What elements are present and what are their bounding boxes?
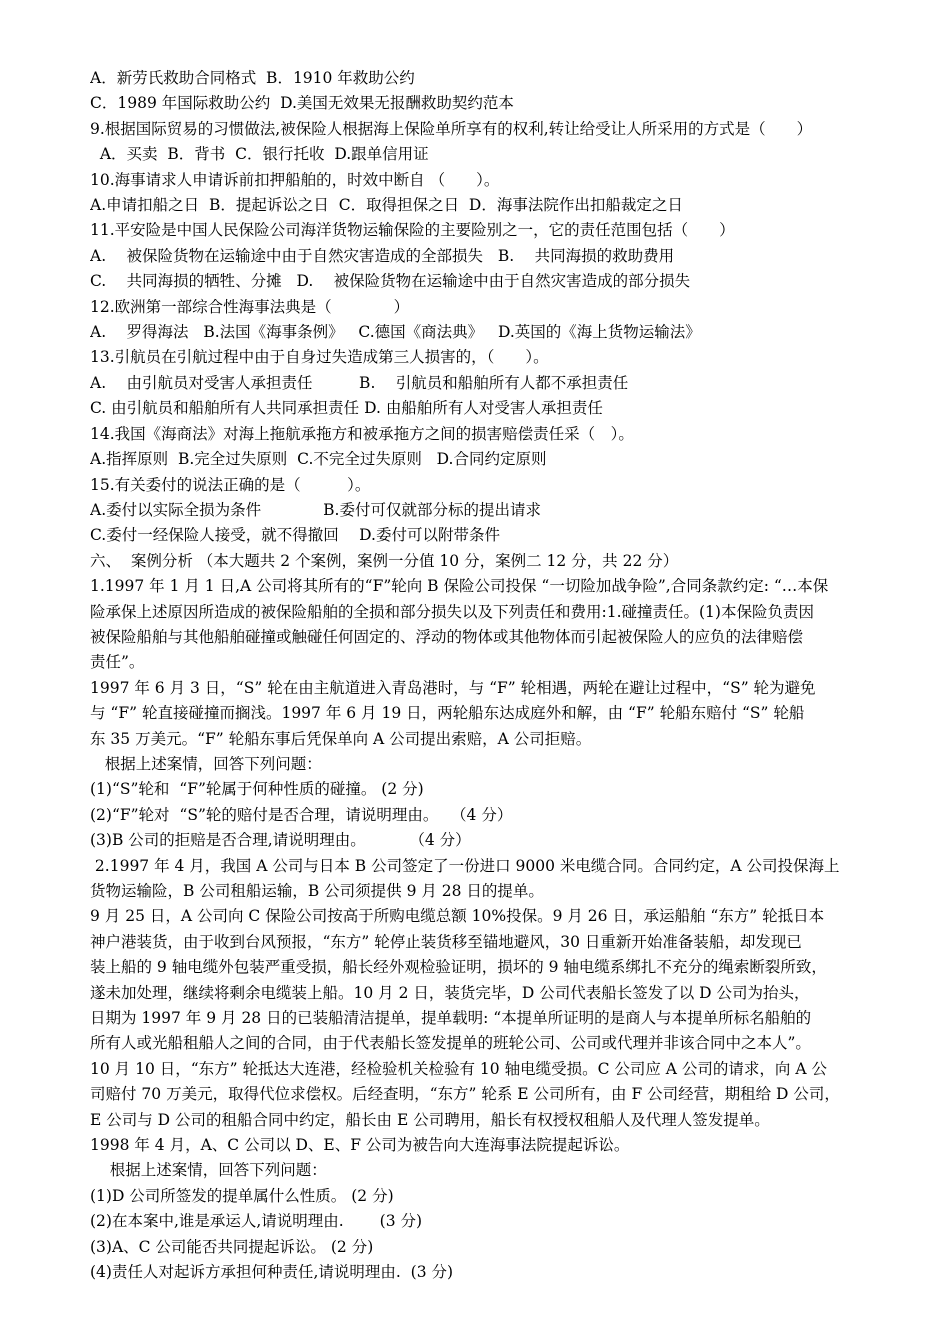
option-line: A．买卖 B．背书 C．银行托收 D.跟单信用证	[90, 145, 429, 164]
case-1-text: 与 “F” 轮直接碰撞而搁浅。1997 年 6 月 19 日，两轮船东达成庭外和解，由 “F” 轮船东赔付 “S” 轮船	[90, 704, 805, 723]
question-14: 14.我国《海商法》对海上拖航承拖方和被承拖方之间的损害赔偿责任采（ ）。	[90, 424, 634, 443]
case-2-text: 装上船的 9 轴电缆外包装严重受损，船长经外观检验证明，损坏的 9 轴电缆系绑扎不充分的绳索断裂所致，	[90, 958, 827, 977]
case-2-text: 日期为 1997 年 9 月 28 日的已装船清洁提单，提单载明: “本提单所证明的是商人与本提单所标名船舶的	[90, 1009, 812, 1028]
case-2-text: E 公司与 D 公司的租船合同中约定，船长由 E 公司聘用，船长有权授权租船人及代理人签发提单。	[90, 1110, 770, 1129]
case-1-text: 1.1997 年 1 月 1 日,A 公司将其所有的“F”轮向 B 保险公司投保 “一切险加战争险”,合同条款约定: “…本保	[90, 577, 829, 596]
option-line: A. 被保险货物在运输途中由于自然灾害造成的全部损失 B. 共同海损的救助费用	[90, 246, 675, 265]
case-2-prompt: 根据上述案情，回答下列问题：	[90, 1161, 327, 1180]
option-line: A.指挥原则 B.完全过失原则 C.不完全过失原则 D.合同约定原则	[90, 450, 547, 469]
case-2-question: (1)D 公司所签发的提单属什么性质。 (2 分)	[90, 1186, 394, 1205]
case-2-text: 神户港装货，由于收到台风预报，“东方” 轮停止装货移至锚地避风，30 日重新开始准备装船，却发现已	[90, 932, 802, 951]
option-line: A. 罗得海法 B.法国《海事条例》 C.德国《商法典》 D.英国的《海上货物运输法》	[90, 323, 701, 342]
case-2-text: 货物运输险，B 公司租船运输，B 公司须提供 9 月 28 日的提单。	[90, 882, 544, 900]
option-line: C. 共同海损的牺牲、分摊 D. 被保险货物在运输途中由于自然灾害造成的部分损失	[90, 272, 691, 291]
case-2-text: 2.1997 年 4 月，我国 A 公司与日本 B 公司签定了一份进口 9000 米电缆合同。合同约定，A 公司投保海上	[90, 856, 840, 875]
case-2-text: 9 月 25 日，A 公司向 C 保险公司按高于所购电缆总额 10%投保。9 月 26 日，承运船舶 “东方” 轮抵日本	[90, 907, 825, 926]
case-2-question: (3)A、C 公司能否共同提起诉讼。 (2 分)	[90, 1237, 374, 1256]
case-1-question: (3)B 公司的拒赔是否合理,请说明理由。 （4 分）	[90, 831, 471, 850]
question-13: 13.引航员在引航过程中由于自身过失造成第三人损害的，（ ）。	[90, 348, 549, 367]
case-1-question: (2)“F”轮对 “S”轮的赔付是否合理，请说明理由。 （4 分）	[90, 805, 513, 824]
case-2-text: 司赔付 70 万美元，取得代位求偿权。后经查明，“东方” 轮系 E 公司所有，由 F 公司经营，期租给 D 公司，	[90, 1085, 840, 1104]
question-10: 10.海事请求人申请诉前扣押船舶的，时效中断自 （ ）。	[90, 170, 500, 189]
option-line: A．新劳氏救助合同格式 B．1910 年救助公约	[90, 69, 415, 87]
case-1-text: 险承保上述原因所造成的被保险船舶的全损和部分损失以及下列责任和费用:1.碰撞责任。(1)本保险负责因	[90, 602, 814, 621]
case-1-text: 东 35 万美元。“F” 轮船东事后凭保单向 A 公司提出索赔，A 公司拒赔。	[90, 729, 592, 748]
option-line: A. 由引航员对受害人承担责任 B. 引航员和船舶所有人都不承担责任	[90, 373, 629, 392]
question-12: 12.欧洲第一部综合性海事法典是（ ）	[90, 297, 410, 316]
option-line: A.申请扣船之日 B．提起诉讼之日 C．取得担保之日 D．海事法院作出扣船裁定之日	[90, 196, 683, 215]
option-line: C．1989 年国际救助公约 D.美国无效果无报酬救助契约范本	[90, 94, 514, 113]
case-2-text: 所有人或光船租船人之间的合同，由于代表船长签发提单的班轮公司、公司或代理并非该合同中之本人”。	[90, 1034, 811, 1053]
case-2-text: 1998 年 4 月，A、C 公司以 D、E、F 公司为被告向大连海事法院提起诉讼。	[90, 1136, 630, 1155]
case-1-question: (1)“S”轮和 “F”轮属于何种性质的碰撞。 (2 分)	[90, 780, 424, 799]
option-line: C. 由引航员和船舶所有人共同承担责任 D. 由船舶所有人对受害人承担责任	[90, 399, 603, 418]
case-2-text: 遂未加处理，继续将剩余电缆装上船。10 月 2 日，装货完毕，D 公司代表船长签发了以 D 公司为抬头，	[90, 983, 810, 1002]
case-1-text: 被保险船舶与其他船舶碰撞或触碰任何固定的、浮动的物体或其他物体而引起被保险人的应负的法律赔偿	[90, 627, 804, 646]
section-heading: 六、 案例分析 （本大题共 2 个案例，案例一分值 10 分，案例二 12 分，共 22 分）	[90, 551, 679, 570]
case-1-text: 1997 年 6 月 3 日，“S” 轮在由主航道进入青岛港时，与 “F” 轮相遇，两轮在避让过程中，“S” 轮为避免	[90, 678, 816, 697]
question-11: 11.平安险是中国人民保险公司海洋货物运输保险的主要险别之一，它的责任范围包括（ ）	[90, 221, 735, 240]
case-2-text: 10 月 10 日，“东方” 轮抵达大连港，经检验机关检验有 10 轴电缆受损。C 公司应 A 公司的请求，向 A 公	[90, 1059, 827, 1078]
case-2-question: (4)责任人对起诉方承担何种责任,请说明理由. (3 分)	[90, 1263, 454, 1282]
question-9: 9.根据国际贸易的习惯做法,被保险人根据海上保险单所享有的权利,转让给受让人所采用的方式是（ ）	[90, 119, 813, 138]
option-line: A.委付以实际全损为条件 B.委付可仅就部分标的提出请求	[90, 500, 541, 519]
option-line: C.委付一经保险人接受，就不得撤回 D.委付可以附带条件	[90, 526, 500, 545]
case-1-prompt: 根据上述案情，回答下列问题：	[90, 754, 322, 773]
document-page	[90, 66, 870, 1286]
question-15: 15.有关委付的说法正确的是（ ）。	[90, 475, 371, 494]
case-1-text: 责任”。	[90, 653, 145, 672]
case-2-question: (2)在本案中,谁是承运人,请说明理由. (3 分)	[90, 1212, 423, 1231]
